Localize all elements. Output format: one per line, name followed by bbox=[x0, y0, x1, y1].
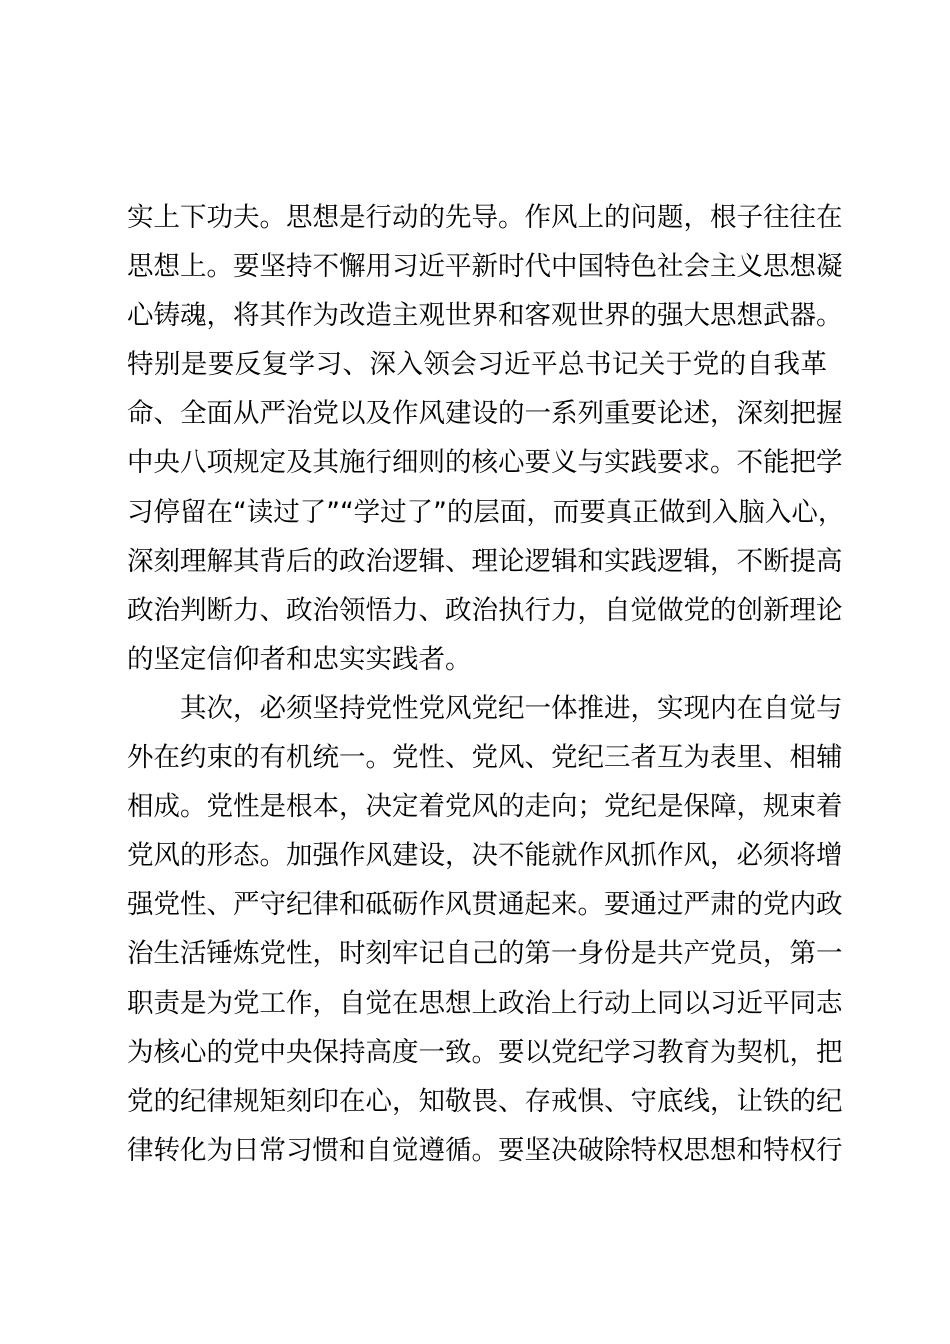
paragraph-1-line-6: 中央八项规定及其施行细则的核心要义与实践要求。不能把学 bbox=[127, 447, 843, 479]
paragraph-2-line-7: 职责是为党工作，自觉在思想上政治上行动上同以习近平同志 bbox=[127, 987, 843, 1019]
paragraph-1-line-3: 心铸魂，将其作为改造主观世界和客观世界的强大思想武器。 bbox=[127, 300, 843, 332]
paragraph-2-line-4: 党风的形态。加强作风建设，决不能就作风抓作风，必须将增 bbox=[127, 840, 843, 872]
paragraph-2-line-5: 强党性、严守纪律和砥砺作风贯通起来。要通过严肃的党内政 bbox=[127, 889, 843, 921]
paragraph-2-line-8: 为核心的党中央保持高度一致。要以党纪学习教育为契机，把 bbox=[127, 1036, 843, 1068]
paragraph-1-line-9: 政治判断力、政治领悟力、政治执行力，自觉做党的创新理论 bbox=[127, 594, 843, 626]
paragraph-2-line-6: 治生活锤炼党性，时刻牢记自己的第一身份是共产党员，第一 bbox=[127, 938, 843, 970]
paragraph-1-line-1: 实上下功夫。思想是行动的先导。作风上的问题，根子往往在 bbox=[127, 202, 843, 233]
paragraph-1-line-10: 的坚定信仰者和忠实实践者。 bbox=[127, 643, 472, 675]
paragraph-1-line-7: 习停留在“读过了”“学过了”的层面，而要真正做到入脑入心， bbox=[127, 496, 845, 528]
paragraph-2-line-10: 律转化为日常习惯和自觉遵循。要坚决破除特权思想和特权行 bbox=[127, 1134, 843, 1166]
paragraph-1-line-4: 特别是要反复学习、深入领会习近平总书记关于党的自我革 bbox=[127, 349, 827, 381]
paragraph-1-line-8: 深刻理解其背后的政治逻辑、理论逻辑和实践逻辑，不断提高 bbox=[127, 545, 843, 577]
paragraph-1-line-2: 思想上。要坚持不懈用习近平新时代中国特色社会主义思想凝 bbox=[127, 251, 843, 283]
paragraph-1-line-5: 命、全面从严治党以及作风建设的一系列重要论述，深刻把握 bbox=[127, 398, 843, 430]
paragraph-2-line-1: 其次，必须坚持党性党风党纪一体推进，实现内在自觉与 bbox=[180, 692, 843, 724]
body-text bbox=[127, 193, 845, 1175]
paragraph-2-line-3: 相成。党性是根本，决定着党风的走向；党纪是保障，规束着 bbox=[127, 791, 843, 823]
paragraph-2-line-9: 党的纪律规矩刻印在心，知敬畏、存戒惧、守底线，让铁的纪 bbox=[127, 1085, 843, 1117]
paragraph-2-line-2: 外在约束的有机统一。党性、党风、党纪三者互为表里、相辅 bbox=[127, 742, 843, 774]
